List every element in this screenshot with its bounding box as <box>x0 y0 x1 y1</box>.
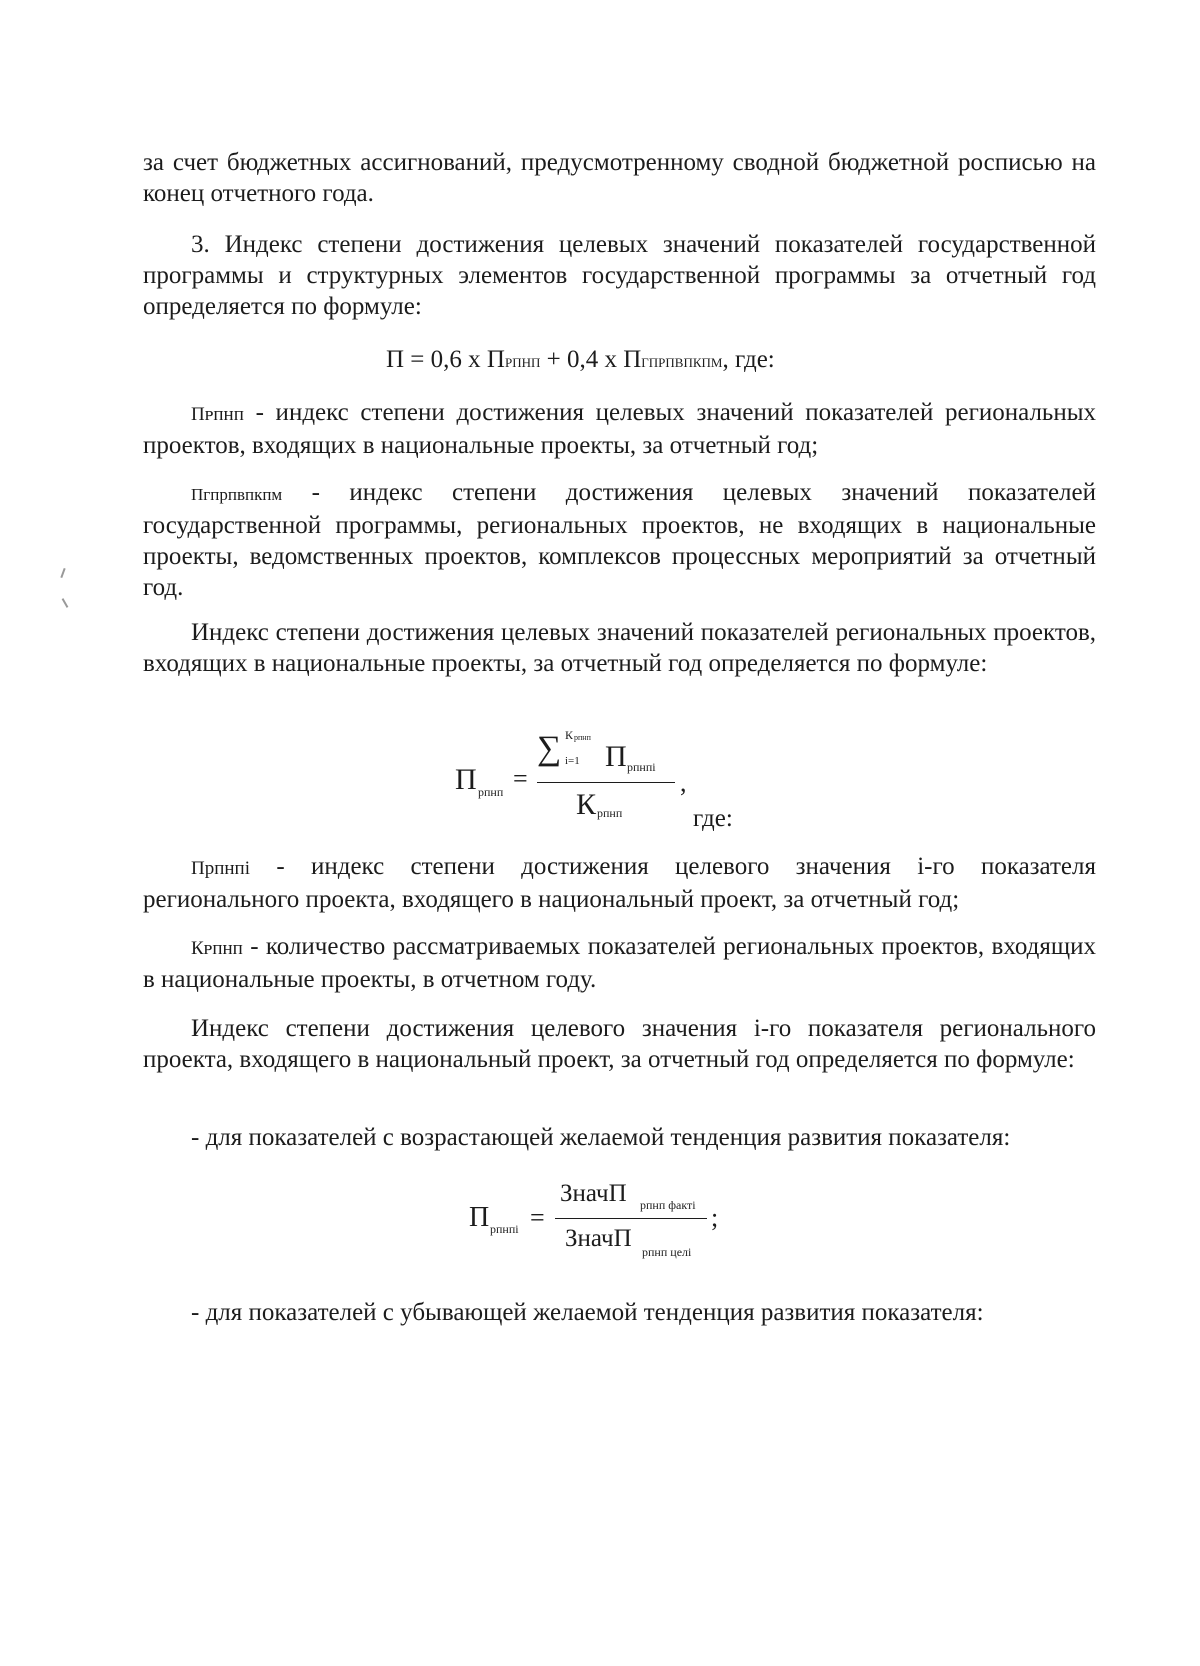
paragraph-6: Прпнпi - индекс степени достижения целевого значения i-го показателя регионального проекта, входящего в национальный проект, за отчетный год; <box>143 853 1097 913</box>
term-label: Пᴘпнп <box>191 404 244 425</box>
paragraph-8: Индекс степени достижения целевого значения i-го показателя регионального проекта, входящего в национальный проект, за отчетный год определяется по формуле: <box>143 1015 1096 1073</box>
scan-mark <box>60 568 65 578</box>
paragraph-10: - для показателей с убывающей желаемой тенденция развития показателя: <box>191 1299 984 1326</box>
formula-index-total: П = 0,6 х ПРПНП + 0,4 х ПГПРПВПКПМ, где: <box>386 346 775 373</box>
paragraph-9: - для показателей с возрастающей желаемой тенденция развития показателя: <box>191 1124 1011 1151</box>
paragraph-2: 3. Индекс степени достижения целевых значений показателей государственной программы и структурных элементов государственной программы за отчетный год определяется по формуле: <box>143 231 1096 320</box>
term-label: Кᴘпнп <box>191 938 243 959</box>
term-label: Прпнпi <box>191 858 251 879</box>
scan-mark <box>62 598 69 608</box>
paragraph-3: Пᴘпнп - индекс степени достижения целевых значений показателей региональных проектов, входящих в национальные проекты, за отчетный год; <box>143 399 1096 459</box>
document-page: за счет бюджетных ассигнований, предусмотренному сводной бюджетной росписью на конец отчетного года. 3. Индекс степени достижения целевых значений показателей государственной программы и структурных элементов государственной программы за отчетный год определяется по формуле: П = 0,6 х ПРПНП + 0,4 х ПГПРПВПКПМ, где: Пᴘпнп - индекс степени достижения целевых значений показателей региональных проектов, входящих в национальные проекты, за отчетный год; Пгпрпвпкпм - индекс степени достижения целевых значений показателей государственной программы, региональных проектов, не входящих в национальные проекты, ведомственных проектов, комплексов процессных мероприятий за отчетный год. Индекс степени достижения целевых значений показателей региональных проектов, входящих в национальные проекты, за отчетный год определяется по формуле: П рпнп = ∑ К рпнп i=1 П рпнпi К рпнп , где: Прпнпi - индекс степени достижения целевого значения i-го показателя регионального проекта, входящего в национальный проект, за отчетный год; Кᴘпнп - количество рассматриваемых показателей региональных проектов, входящих в национальные проекты, в отчетном году. Индекс степени достижения целевого значения i-го показателя регионального проекта, входящего в национальный проект, за отчетный год определяется по формуле: - для показателей с возрастающей желаемой тенденция развития показателя: П рпнпi = ЗначП рпнп факті ЗначП рпнп целі ; - для показателей с убывающей желаемой тенденция развития показателя: <box>0 0 1200 1666</box>
term-label: Пгпрпвпкпм <box>191 485 283 504</box>
paragraph-1: за счет бюджетных ассигнований, предусмотренному сводной бюджетной росписью на конец отчетного года. <box>143 149 1096 207</box>
paragraph-5: Индекс степени достижения целевых значений показателей региональных проектов, входящих в национальные проекты, за отчетный год определяется по формуле: <box>143 619 1096 677</box>
paragraph-7: Кᴘпнп - количество рассматриваемых показателей региональных проектов, входящих в национальные проекты, в отчетном году. <box>143 933 1097 993</box>
paragraph-4: Пгпрпвпкпм - индекс степени достижения целевых значений показателей государственной программы, региональных проектов, не входящих в национальные проекты, ведомственных проектов, комплексов процессных мероприятий за отчетный год. <box>143 479 1096 601</box>
